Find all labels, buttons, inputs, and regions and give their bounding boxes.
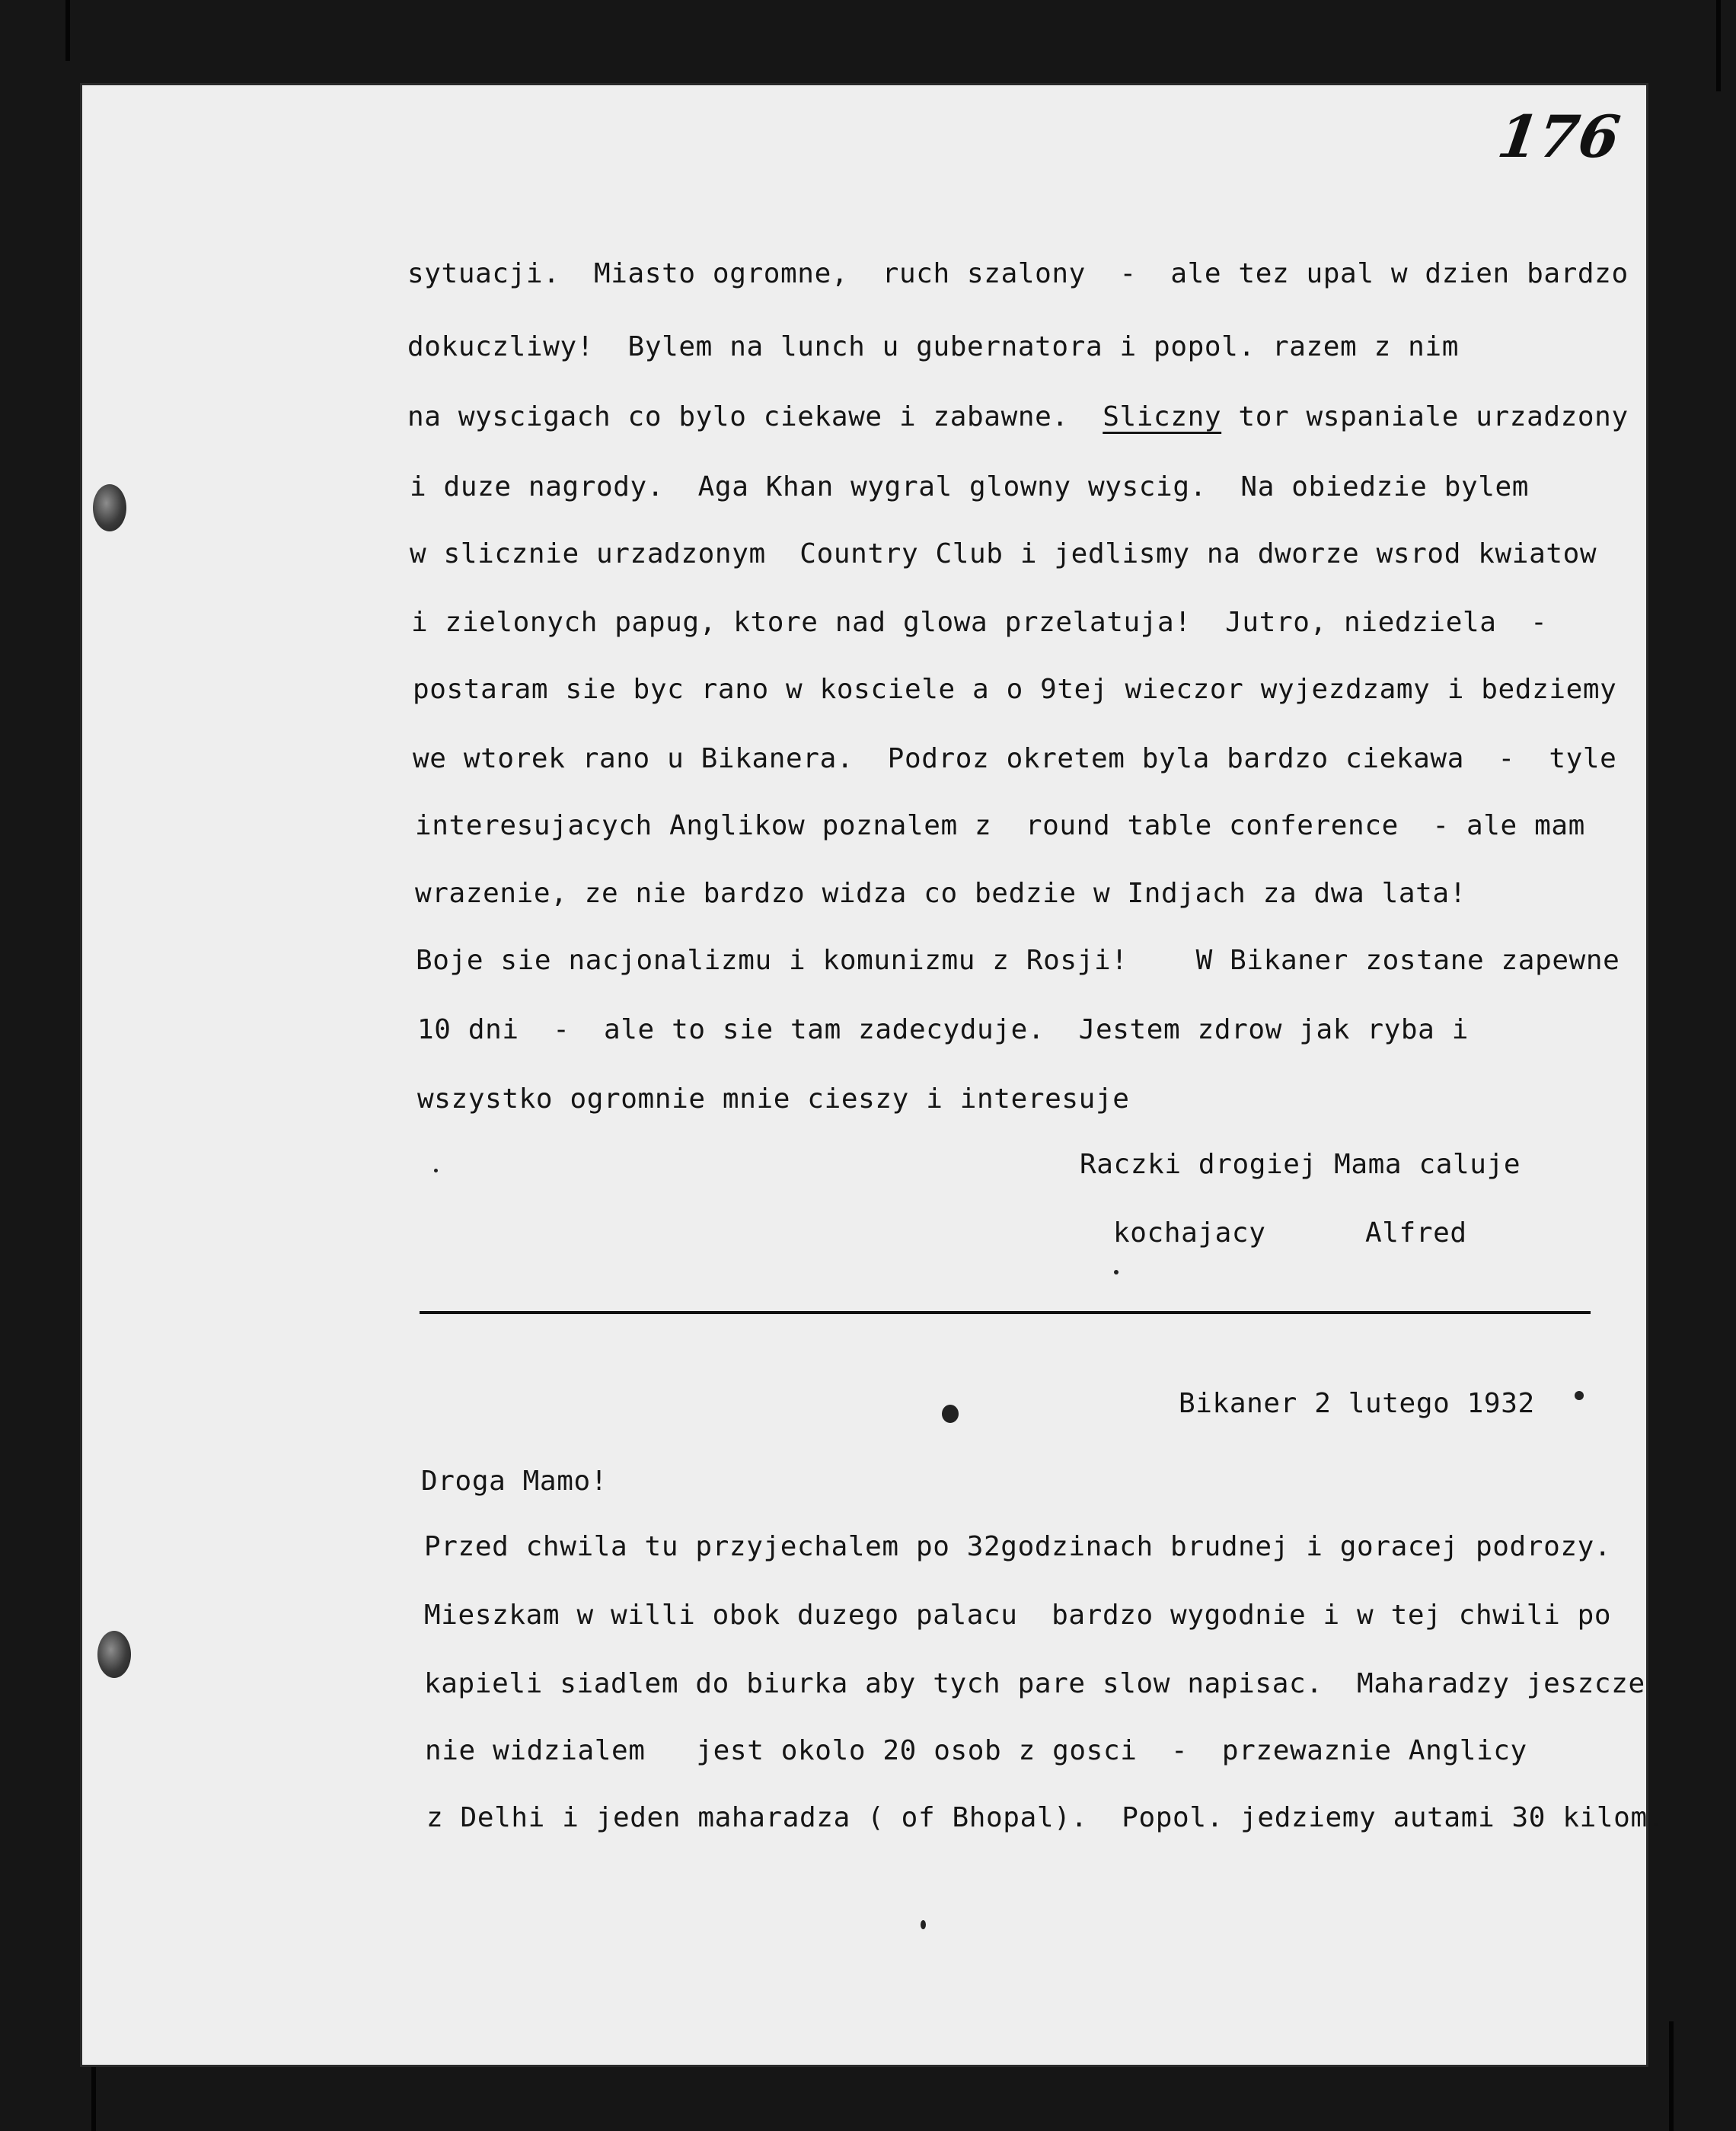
film-edge-mark <box>1716 0 1721 91</box>
letter-line: Przed chwila tu przyjechalem po 32godzinach brudnej i goracej podrozy. <box>424 1531 1612 1562</box>
letter-line: w slicznie urzadzonym Country Club i jedlismy na dworze wsrod kwiatow <box>410 538 1597 569</box>
letter-line: nie widzialem jest okolo 20 osob z gosci - przewaznie Anglicy <box>425 1735 1527 1766</box>
letter-line: z Delhi i jeden maharadza ( of Bhopal). Popol. jedziemy autami 30 kilom. <box>426 1802 1664 1833</box>
letter-line: interesujacych Anglikow poznalem z round table conference - ale mam <box>415 810 1585 841</box>
letter-line-end: tor wspaniale urzadzony <box>1221 401 1629 432</box>
film-edge-mark <box>65 0 70 61</box>
letter-line: 10 dni - ale to sie tam zadecyduje. Jestem zdrow jak ryba i <box>417 1014 1469 1045</box>
letter-line <box>407 400 1629 434</box>
signature-name: Alfred <box>1365 1217 1467 1249</box>
letter-line: Boje sie nacjonalizmu i komunizmu z Rosji! W Bikaner zostane zapewne <box>416 945 1620 976</box>
letter-line-start: na wyscigach co bylo ciekawe i zabawne. <box>407 401 1103 432</box>
letter-line: wszystko ogromnie mnie cieszy i interesuje <box>417 1083 1130 1115</box>
letter-line: we wtorek rano u Bikanera. Podroz okretem byla bardzo ciekawa - tyle <box>413 743 1617 774</box>
letter-line: sytuacji. Miasto ogromne, ruch szalony - ale tez upal w dzien bardzo <box>407 258 1629 289</box>
ink-blot <box>1575 1391 1584 1400</box>
letter-line: i zielonych papug, ktore nad glowa przelatuja! Jutro, niedziela - <box>411 607 1548 638</box>
punch-hole <box>93 484 126 531</box>
letter-line: wrazenie, ze nie bardzo widza co bedzie w Indjach za dwa lata! <box>415 878 1466 909</box>
punch-hole <box>97 1631 131 1678</box>
letter-line: postaram sie byc rano w kosciele a o 9tej wieczor wyjezdzamy i bedziemy <box>413 674 1617 705</box>
ink-speck <box>921 1920 926 1929</box>
underlined-word: Sliczny <box>1103 401 1222 432</box>
ink-speck <box>434 1169 438 1172</box>
letter-page <box>82 85 1646 2065</box>
ink-speck <box>1114 1270 1119 1274</box>
page-number: 176 <box>1493 103 1624 171</box>
signature-word: kochajacy <box>1113 1217 1266 1249</box>
letter-line: kapieli siadlem do biurka aby tych pare slow napisac. Maharadzy jeszcze <box>424 1668 1645 1699</box>
letter-line: dokuczliwy! Bylem na lunch u gubernatora i popol. razem z nim <box>407 331 1459 362</box>
letter-dateline: Bikaner 2 lutego 1932 <box>1179 1388 1535 1419</box>
separator-line <box>420 1311 1591 1314</box>
ink-blot <box>942 1405 959 1423</box>
letter-closing: Raczki drogiej Mama caluje <box>1080 1149 1521 1180</box>
letter-line: i duze nagrody. Aga Khan wygral glowny wyscig. Na obiedzie bylem <box>410 471 1530 502</box>
film-edge-mark <box>1669 2021 1674 2131</box>
letter-line: Mieszkam w willi obok duzego palacu bardzo wygodnie i w tej chwili po <box>424 1600 1612 1631</box>
letter-salutation: Droga Mamo! <box>421 1466 608 1497</box>
